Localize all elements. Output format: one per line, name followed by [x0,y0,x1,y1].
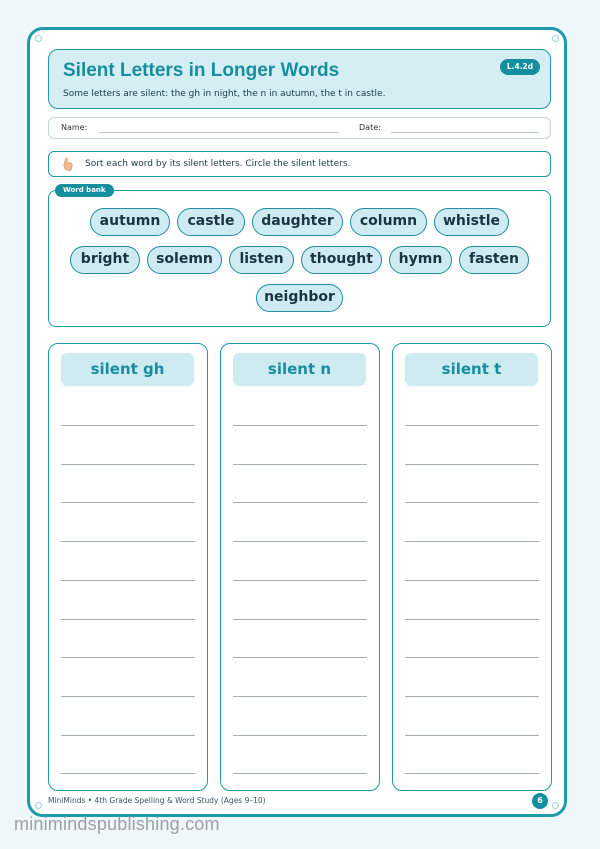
word-pill: solemn [147,246,222,274]
word-pill: castle [177,208,245,236]
writing-line[interactable] [61,580,195,581]
writing-line[interactable] [61,657,195,658]
title-banner [48,49,551,109]
writing-line[interactable] [233,464,367,465]
writing-line[interactable] [233,425,367,426]
writing-line[interactable] [233,735,367,736]
hand-pointing-icon [62,157,74,171]
writing-line[interactable] [233,580,367,581]
sort-column-silent-t [392,343,552,791]
word-pill: bright [70,246,140,274]
word-pill: neighbor [256,284,343,312]
name-field[interactable] [99,132,339,133]
corner-dot-top-left [35,35,42,42]
word-pill: listen [229,246,294,274]
instruction-box [48,151,551,177]
writing-line[interactable] [61,425,195,426]
writing-line[interactable] [61,541,195,542]
name-label: Name: [61,123,88,132]
writing-line[interactable] [233,541,367,542]
sort-column-silent-n [220,343,380,791]
writing-line[interactable] [405,735,539,736]
column-heading: silent n [233,353,366,386]
writing-line[interactable] [61,502,195,503]
writing-line[interactable] [405,773,539,774]
instruction-text: Sort each word by its silent letters. Circle the silent letters. [85,159,351,169]
column-heading: silent t [405,353,538,386]
writing-line[interactable] [233,502,367,503]
word-pill: whistle [434,208,509,236]
corner-dot-bottom-left [35,802,42,809]
page-title: Silent Letters in Longer Words [63,60,340,81]
date-label: Date: [359,123,381,132]
writing-line[interactable] [61,696,195,697]
writing-line[interactable] [405,425,539,426]
watermark: minimindspublishing.com [14,814,220,834]
corner-dot-top-right [552,35,559,42]
writing-line[interactable] [405,619,539,620]
name-date-row [48,117,551,139]
writing-line[interactable] [405,541,539,542]
word-pill: daughter [252,208,343,236]
standard-badge: L.4.2d [500,59,540,75]
footer-text: MiniMinds • 4th Grade Spelling & Word Study (Ages 9–10) [48,796,266,805]
page-number-badge: 6 [532,793,548,809]
word-pill: autumn [90,208,170,236]
writing-line[interactable] [233,696,367,697]
date-field[interactable] [391,132,539,133]
writing-line[interactable] [405,464,539,465]
word-pill: fasten [459,246,529,274]
writing-line[interactable] [61,464,195,465]
writing-line[interactable] [233,657,367,658]
writing-line[interactable] [61,773,195,774]
column-heading: silent gh [61,353,194,386]
writing-line[interactable] [405,502,539,503]
sort-column-silent-gh [48,343,208,791]
page-subtitle: Some letters are silent: the gh in night, the n in autumn, the t in castle. [63,89,386,99]
writing-line[interactable] [233,619,367,620]
writing-line[interactable] [405,696,539,697]
writing-line[interactable] [233,773,367,774]
word-pill: hymn [389,246,452,274]
writing-line[interactable] [405,657,539,658]
writing-line[interactable] [61,619,195,620]
word-bank-label: Word bank [55,184,114,197]
corner-dot-bottom-right [552,802,559,809]
word-pill: thought [301,246,382,274]
writing-line[interactable] [61,735,195,736]
word-pill: column [350,208,427,236]
writing-line[interactable] [405,580,539,581]
